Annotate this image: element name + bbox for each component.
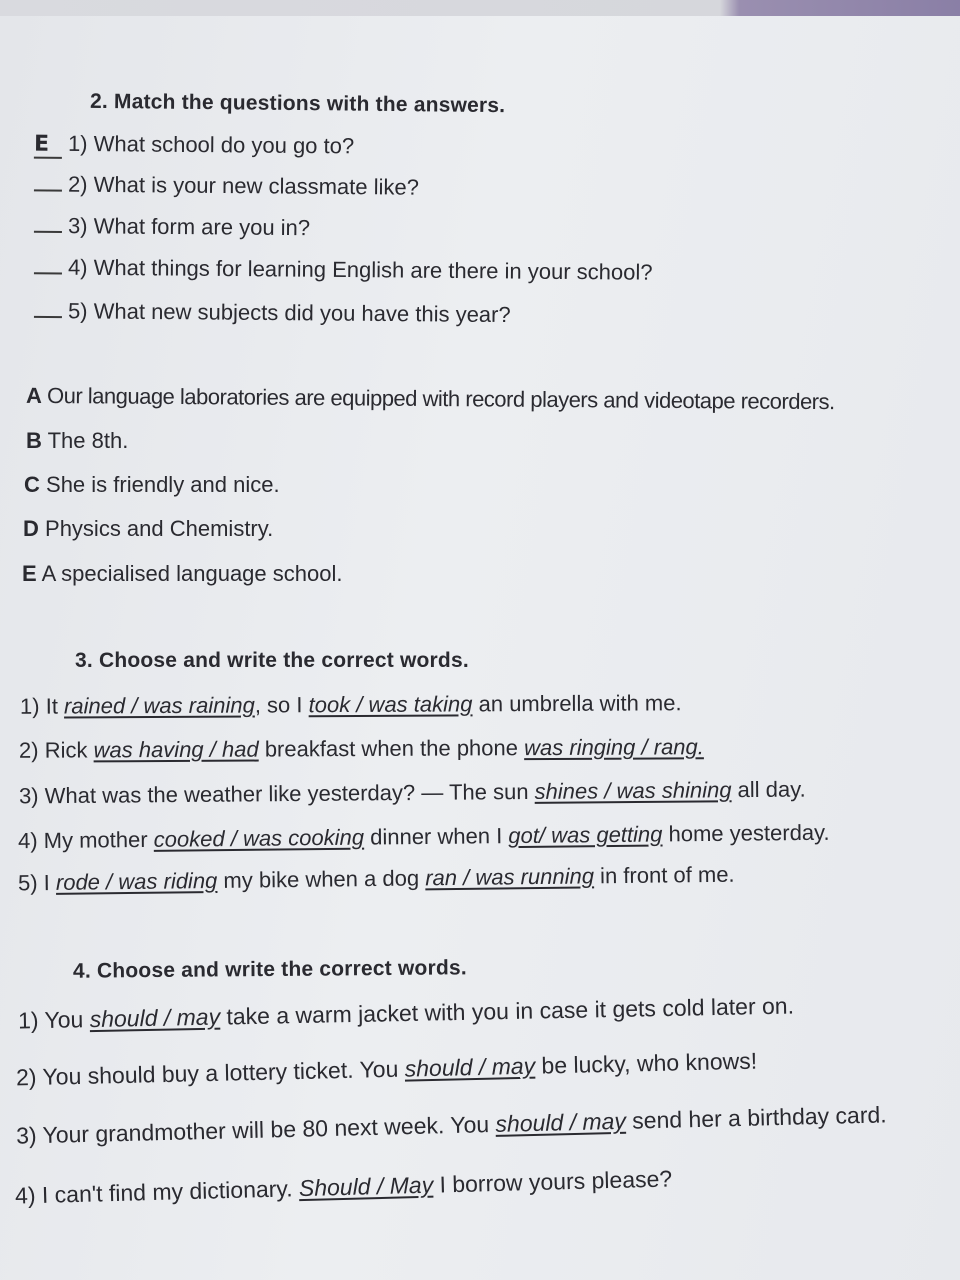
ex3-sentence-2: 2) Rick was having / had breakfast when the phone was ringing / rang. — [18, 734, 704, 763]
answer-a-letter: A — [25, 382, 42, 408]
answer-b-text: The 8th. — [47, 428, 129, 453]
answer-a-text: Our language laboratories are equipped with record players and videotape recorders. — [46, 382, 835, 415]
answer-e-text: A specialised language school. — [41, 561, 343, 586]
ex3-s3-option-1[interactable]: shines / was shining — [534, 777, 732, 804]
ex4-s1-option[interactable]: should / may — [89, 1003, 221, 1033]
ex3-sentence-3: 3) What was the weather like yesterday? — The sun shines / was shining all day. — [18, 776, 806, 809]
answer-c-letter: C — [24, 472, 40, 497]
answer-b — [26, 428, 128, 454]
answer-e — [22, 561, 342, 587]
ex3-s5-option-2[interactable]: ran / was running — [425, 863, 595, 891]
ex3-s1-option-2[interactable]: took / was taking — [308, 691, 473, 718]
ex4-sentence-3: 3) Your grandmother will be 80 next week. You should / may send her a birthday card. — [15, 1101, 887, 1149]
question-1 — [34, 131, 354, 162]
ex4-sentence-1: 1) You should / may take a warm jacket with you in case it gets cold later on. — [17, 992, 795, 1034]
question-1-text: 1) What school do you go to? — [67, 130, 355, 159]
ex4-sentence-2: 2) You should buy a lottery ticket. You should / may be lucky, who knows! — [15, 1047, 758, 1091]
ex3-sentence-1: 1) It rained / was raining, so I took / was taking an umbrella with me. — [19, 690, 682, 719]
question-5-text: 5) What new subjects did you have this year? — [67, 298, 511, 328]
answer-c — [24, 472, 280, 498]
ex3-s1-option-1[interactable]: rained / was raining — [63, 692, 255, 719]
question-3-text: 3) What form are you in? — [67, 213, 311, 241]
answer-blank-3[interactable] — [34, 215, 62, 233]
answer-c-text: She is friendly and nice. — [46, 472, 280, 497]
answer-d-text: Physics and Chemistry. — [45, 516, 274, 541]
answer-d — [23, 516, 273, 542]
question-3 — [34, 213, 310, 241]
answer-a — [26, 383, 835, 415]
question-4 — [34, 254, 653, 285]
page-top-edge — [0, 0, 960, 16]
answer-d-letter: D — [23, 516, 39, 541]
ex3-sentence-4: 4) My mother cooked / was cooking dinner when I got/ was getting home yesterday. — [17, 819, 830, 854]
question-5 — [34, 298, 511, 328]
answer-blank-2[interactable] — [34, 173, 62, 191]
answer-blank-4[interactable] — [34, 256, 62, 274]
ex4-s3-option[interactable]: should / may — [495, 1107, 627, 1137]
ex3-s2-option-2[interactable]: was ringing / rang. — [524, 734, 704, 761]
ex3-s4-option-1[interactable]: cooked / was cooking — [153, 824, 365, 852]
ex4-s4-option[interactable]: Should / May — [298, 1171, 434, 1202]
ex4-sentence-4: 4) I can't find my dictionary. Should / May I borrow yours please? — [14, 1165, 673, 1209]
exercise-4-title: 4. Choose and write the correct words. — [72, 956, 467, 983]
ex3-s4-option-2[interactable]: got/ was getting — [508, 821, 663, 849]
question-4-text: 4) What things for learning English are there in your school? — [67, 254, 653, 285]
answer-e-letter: E — [22, 561, 37, 586]
ex3-s5-option-1[interactable]: rode / was riding — [55, 867, 218, 895]
exercise-2-title: 2. Match the questions with the answers. — [89, 89, 506, 118]
answer-blank-1[interactable]: E — [34, 132, 62, 159]
answer-blank-5[interactable] — [34, 300, 62, 318]
question-2-text: 2) What is your new classmate like? — [67, 171, 420, 200]
ex4-s2-option[interactable]: should / may — [404, 1052, 536, 1082]
ex3-sentence-5: 5) I rode / was riding my bike when a dog ran / was running in front of me. — [17, 861, 735, 896]
question-2 — [34, 171, 419, 200]
answer-b-letter: B — [26, 428, 42, 453]
ex3-s2-option-1[interactable]: was having / had — [93, 736, 259, 763]
exercise-3-title: 3. Choose and write the correct words. — [75, 649, 469, 672]
